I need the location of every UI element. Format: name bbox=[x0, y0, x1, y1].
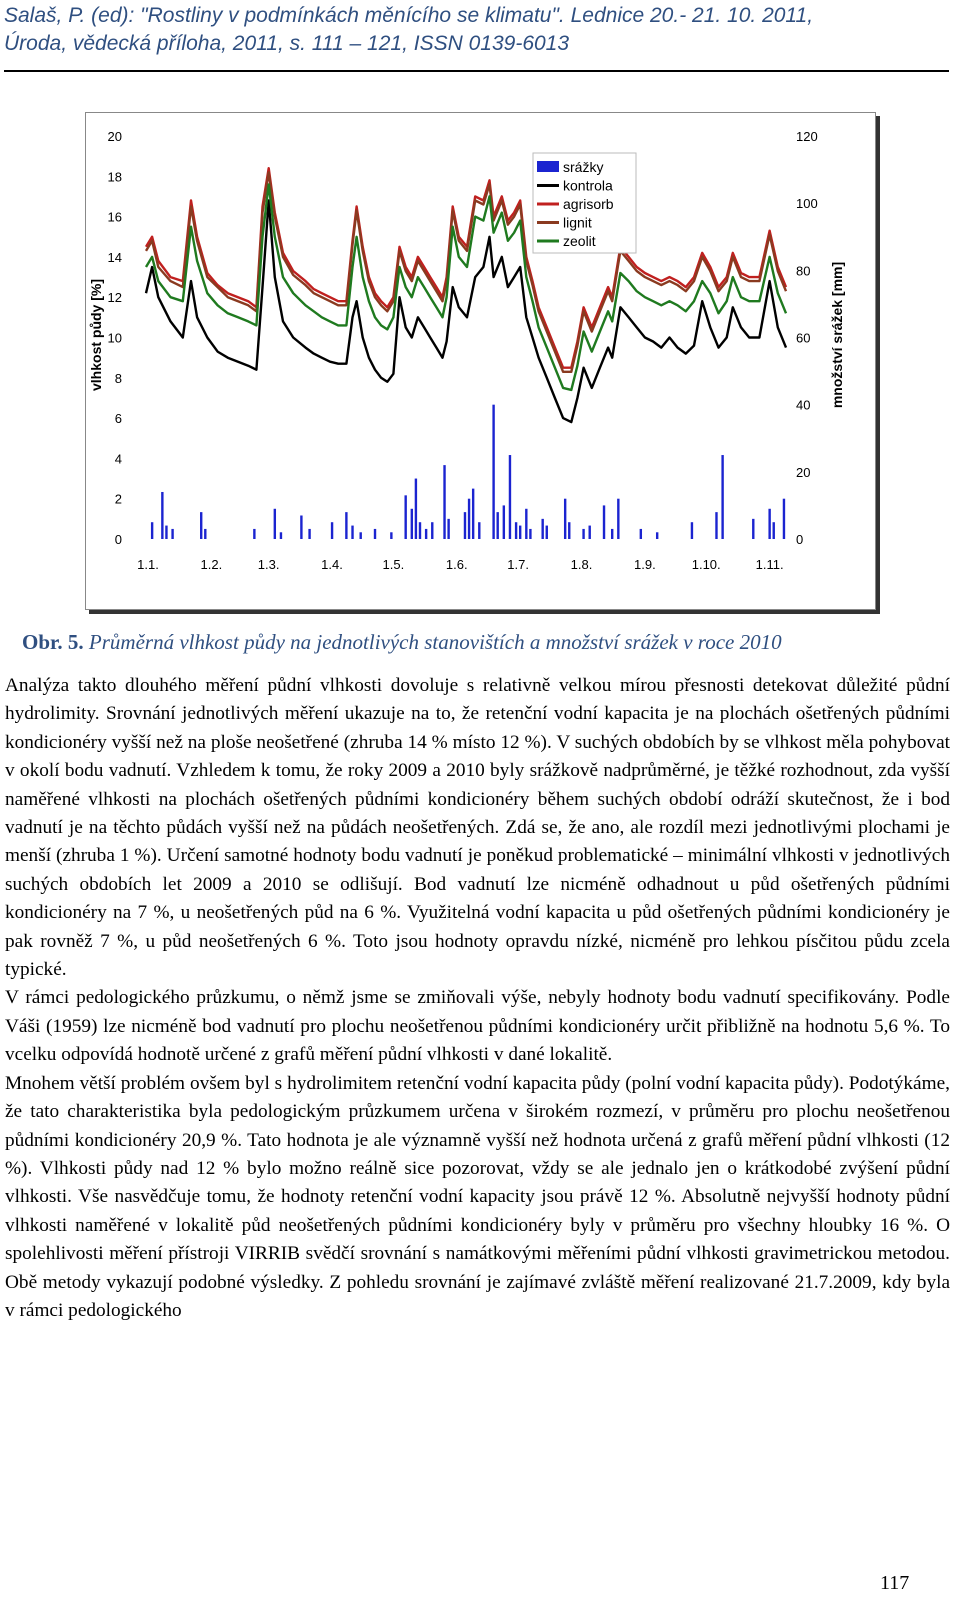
rain-bar bbox=[468, 499, 470, 539]
rain-bar bbox=[390, 532, 392, 539]
y-tick-label: 0 bbox=[114, 532, 122, 547]
rain-bar bbox=[640, 529, 642, 539]
body-text bbox=[5, 672, 950, 1325]
y2-tick-label: 20 bbox=[796, 464, 811, 480]
rain-bar bbox=[564, 499, 566, 539]
chart-frame bbox=[85, 112, 876, 610]
series-line-kontrola bbox=[146, 201, 786, 423]
running-header bbox=[4, 2, 944, 58]
x-tick-label: 1.11. bbox=[755, 557, 784, 572]
rain-bar bbox=[374, 529, 376, 539]
rain-bar bbox=[768, 509, 770, 539]
x-tick-label: 1.6. bbox=[445, 557, 468, 572]
paragraph-2: V rámci pedologického průzkumu, o němž jsme se zmiňovali výše, nebyly hodnoty bodu vadnutí specifikovány. Podle Váši (1959) lze nicméně bod vadnutí pro plochu neošetřenou půdními kondicionéry určit přibližně na hodnotu 5,6 %. To vcelku odpovídá hodnotě určené z grafů měření půdní vlhkosti v dané lokalitě. bbox=[5, 987, 950, 1066]
rain-bar bbox=[478, 522, 480, 539]
rain-bar bbox=[529, 529, 531, 539]
rain-bar bbox=[509, 455, 511, 539]
y2-tick-label: 60 bbox=[796, 330, 811, 346]
rain-bar bbox=[331, 522, 333, 539]
y2-tick-label: 120 bbox=[796, 129, 818, 144]
y-tick-label: 8 bbox=[114, 370, 122, 386]
rain-bar bbox=[308, 529, 310, 539]
rain-bar bbox=[351, 526, 353, 539]
rain-bar bbox=[404, 495, 406, 539]
rain-bar bbox=[253, 529, 255, 539]
y-tick-label: 4 bbox=[114, 451, 122, 467]
paragraph-3: Mnohem větší problém ovšem byl s hydrolimitem retenční vodní kapacita půdy (polní vodní kapacita půdy). Podotýkáme, že tato charakteristika byla pedologickým průzkumem určena v širokém rozmezí, v průměru pro plochu neošetřenou půdními kondicionéry 20,9 %. Tato hodnota je ale významně vyšší než hodnota určená z grafů měření půdní vlhkosti (12 %). Vlhkosti půdy nad 12 % bylo možno reálně sice pozorovat, vždy se ale jednalo jen o krátkodobé zvýšení půdní vlhkosti. Vše nasvědčuje tomu, že hodnoty retenční vodní kapacity jsou právě 12 %. Absolutně nejvyšší hodnoty půdní vlhkosti naměřené v lokalitě půd neošetřených půdními kondicionéry byly v průměru pro všechny hloubky 16 %. O spolehlivosti měření přístroji VIRRIB svědčí srovnání s namátkovými měřeními půdní vlhkosti gravimetrickou metodou. Obě metody vykazují podobné výsledky. Z pohledu srovnání je zajímavé zvláště měření realizované 21.7.2009, kdy byla v rámci pedologického bbox=[5, 1072, 950, 1321]
legend-swatch bbox=[537, 161, 559, 172]
y2-tick-label: 80 bbox=[796, 263, 811, 279]
series-line-agrisorb bbox=[146, 168, 786, 368]
y2-axis-label: množství srážek [mm] bbox=[829, 261, 845, 409]
paragraph-1: Analýza takto dlouhého měření půdní vlhkosti dovoluje s relativně velkou mírou přesnosti detekovat důležité půdní hydrolimity. Srovnání jednotlivých měření ukazuje na to, že retenční vodní kapacita je na plochách ošetřených půdními kondicionéry vyšší než na ploše neošetřené (zhruba 14 % místo 12 %). V suchých obdobích by se vlhkost měla pohybovat v okolí bodu vadnutí. Vzhledem k tomu, že roky 2009 a 2010 byly srážkově nadprůměrné, je těžké rozhodnout, zda vyšší naměřené vlhkosti na plochách ošetřených půdními kondicionéry během suchých období odráží skutečnost, že i bod vadnutí je na těchto půdách vyšší než na půdách neošetřených. Zdá se, že ano, ale rozdíl mezi jednotlivými plochami je menší (zhruba 1 %). Určení samotné hodnoty bodu vadnutí je poněkud problematické – minimální vlhkosti v jednotlivých suchých obdobích let 2009 a 2010 se odlišují. Bod vadnutí lze nicméně odhadnout u půd ošetřených půdními kondicionéry na 7 %, u neošetřených půd na 6 %. Využitelná vodní kapacita u půd ošetřených půdními kondicionéry je pak rovněž 7 %, u půd neošetřených 6 %. Toto jsou hodnoty opravdu nízké, nicméně pro lehkou písčitou půdu zcela typické. bbox=[5, 675, 950, 981]
rain-bar bbox=[617, 499, 619, 539]
rain-bar bbox=[492, 405, 494, 539]
rain-bar bbox=[415, 479, 417, 539]
rain-bar bbox=[589, 526, 591, 539]
y2-tick-label: 0 bbox=[796, 532, 804, 547]
rain-bar bbox=[525, 509, 527, 539]
series-line-lignit bbox=[146, 172, 786, 371]
rain-bar bbox=[752, 519, 754, 539]
header-line-1: Salaš, P. (ed): "Rostliny v podmínkách měnícího se klimatu". Lednice 20.- 21. 10. 2011, bbox=[4, 4, 814, 27]
y-tick-label: 6 bbox=[114, 411, 122, 427]
rain-bar bbox=[300, 515, 302, 539]
rain-bar bbox=[568, 522, 570, 539]
legend-label: srážky bbox=[563, 159, 604, 175]
y-tick-label: 18 bbox=[107, 169, 122, 185]
legend-label: zeolit bbox=[563, 233, 596, 249]
chart-legend bbox=[533, 153, 636, 253]
rain-bar bbox=[419, 522, 421, 539]
rain-bar bbox=[274, 509, 276, 539]
y2-tick-label: 40 bbox=[796, 397, 811, 413]
rain-bar bbox=[715, 512, 717, 539]
legend-label: agrisorb bbox=[563, 196, 614, 212]
rain-bar bbox=[603, 505, 605, 539]
rain-bar bbox=[611, 529, 613, 539]
x-tick-label: 1.5. bbox=[382, 557, 405, 572]
legend-label: kontrola bbox=[563, 177, 613, 194]
rain-bar bbox=[165, 526, 167, 539]
y-tick-label: 20 bbox=[107, 129, 122, 144]
y-tick-label: 2 bbox=[114, 491, 122, 507]
rain-bar bbox=[691, 522, 693, 539]
rain-bar bbox=[171, 529, 173, 539]
x-tick-label: 1.10. bbox=[691, 557, 721, 572]
rain-bar bbox=[345, 512, 347, 539]
rain-bar bbox=[359, 532, 361, 539]
y-tick-label: 12 bbox=[107, 290, 122, 306]
chart bbox=[86, 113, 875, 609]
rain-bar bbox=[783, 499, 785, 539]
rain-bar bbox=[546, 526, 548, 539]
x-tick-label: 1.9. bbox=[634, 557, 656, 572]
rain-bar bbox=[721, 455, 723, 539]
rain-bar bbox=[447, 519, 449, 539]
rain-bar bbox=[151, 522, 153, 539]
x-tick-label: 1.3. bbox=[257, 557, 280, 572]
y-tick-label: 14 bbox=[107, 249, 122, 265]
rain-bar bbox=[161, 492, 163, 539]
rain-bar bbox=[773, 522, 775, 539]
header-rule bbox=[4, 70, 949, 72]
caption-label: Obr. 5. bbox=[22, 630, 84, 654]
rain-bar bbox=[443, 465, 445, 539]
x-tick-label: 1.4. bbox=[321, 557, 343, 572]
rain-bar bbox=[472, 489, 474, 539]
rain-bar bbox=[200, 512, 202, 539]
rain-bar bbox=[582, 529, 584, 539]
y-axis-label: vlhkost půdy [%] bbox=[88, 278, 104, 392]
y2-tick-label: 100 bbox=[796, 196, 818, 212]
rain-bar bbox=[515, 522, 517, 539]
rain-bar bbox=[425, 529, 427, 539]
x-tick-label: 1.7. bbox=[507, 557, 529, 572]
x-tick-label: 1.2. bbox=[200, 557, 223, 572]
header-line-2: Úroda, vědecká příloha, 2011, s. 111 – 121, ISSN 0139-6013 bbox=[4, 32, 570, 55]
rain-bar bbox=[204, 529, 206, 539]
rain-bar bbox=[464, 512, 466, 539]
rain-bar bbox=[431, 522, 433, 539]
y-tick-label: 16 bbox=[107, 209, 122, 225]
caption-text: Průměrná vlhkost půdy na jednotlivých stanovištích a množství srážek v roce 2010 bbox=[88, 630, 782, 654]
rain-bar bbox=[656, 532, 658, 539]
figure-caption bbox=[22, 628, 942, 656]
x-tick-label: 1.1. bbox=[137, 557, 159, 572]
x-tick-label: 1.8. bbox=[570, 557, 593, 572]
rain-bar bbox=[411, 509, 413, 539]
page-number: 117 bbox=[880, 1572, 910, 1594]
y-tick-label: 10 bbox=[107, 330, 122, 346]
rain-bar bbox=[496, 512, 498, 539]
rain-bar bbox=[519, 526, 521, 539]
rain-bar bbox=[541, 519, 543, 539]
rain-bar bbox=[280, 532, 282, 539]
rain-bar bbox=[503, 505, 505, 539]
legend-label: lignit bbox=[563, 214, 592, 231]
